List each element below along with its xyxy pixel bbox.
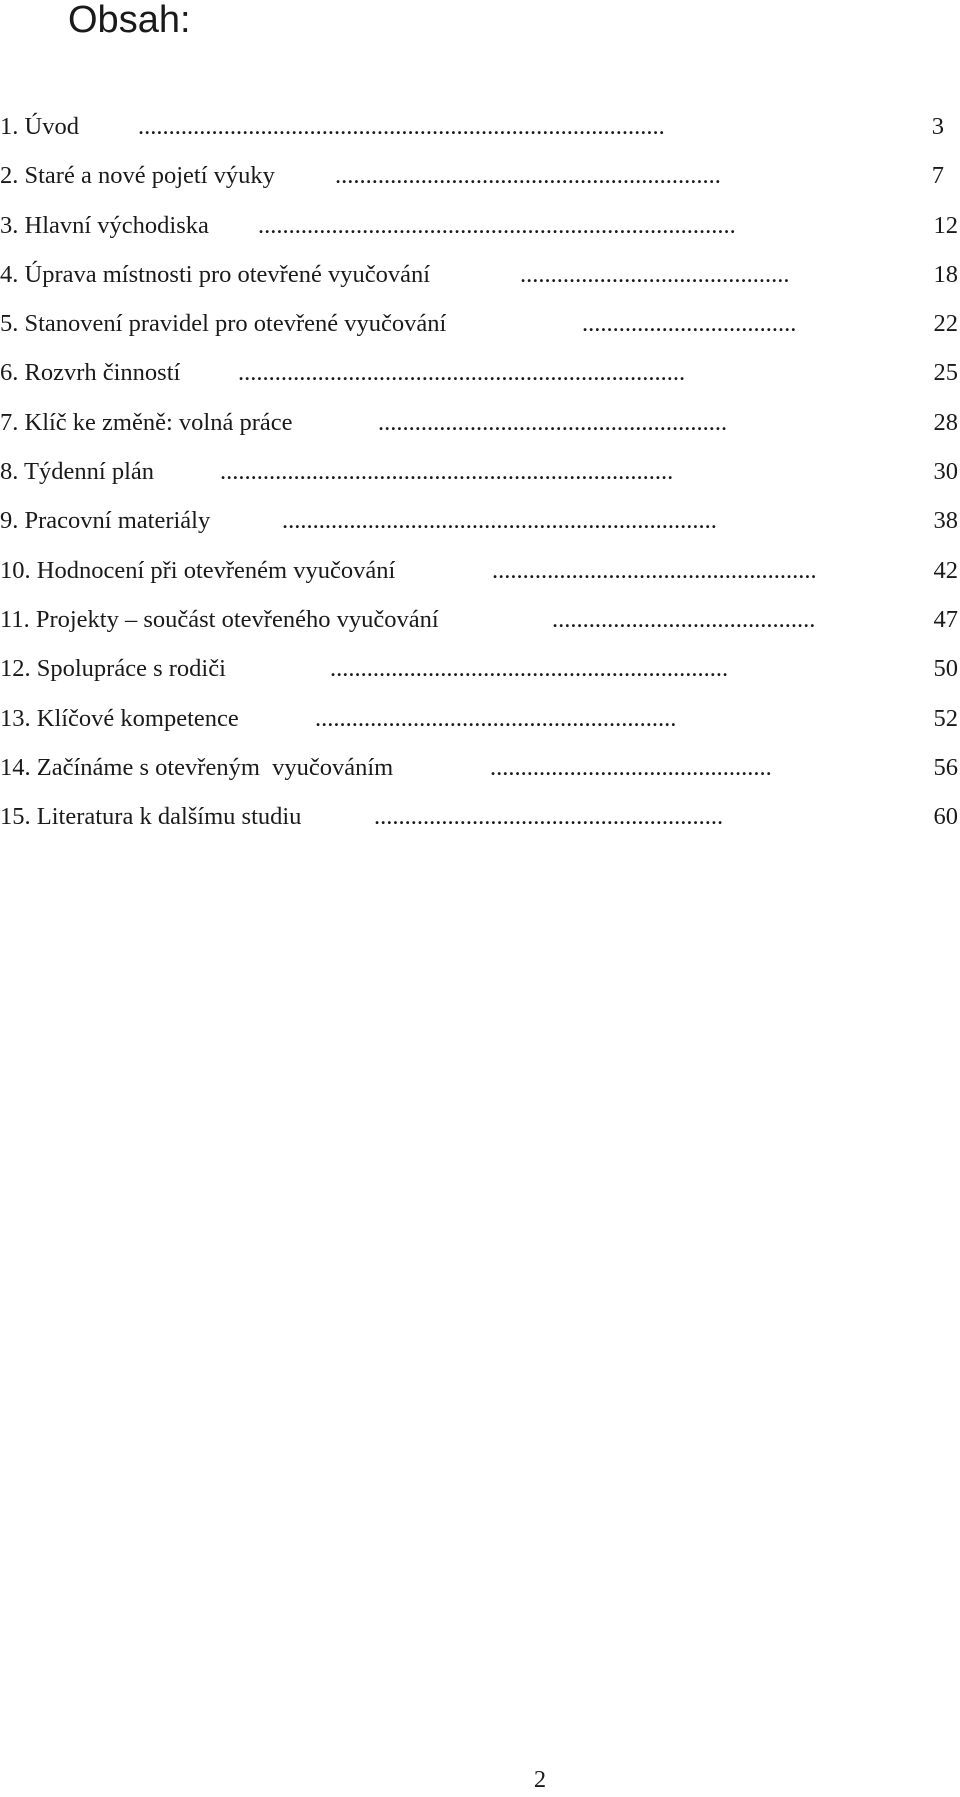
toc-entry-page: 56	[933, 753, 958, 781]
toc-leader-dots: ...............................................................	[335, 162, 721, 190]
toc-entry	[0, 546, 960, 595]
toc-entry-label: 3. Hlavní východiska	[0, 211, 209, 239]
toc-entry	[0, 792, 960, 841]
toc-entry	[0, 595, 960, 644]
toc-entry	[0, 102, 960, 151]
toc-entry-page: 7	[931, 162, 944, 190]
page-title: Obsah:	[68, 0, 191, 41]
toc-entry-label: 13. Klíčové kompetence	[0, 704, 239, 732]
toc-leader-dots: ...................................	[582, 310, 797, 338]
toc-entry	[0, 348, 960, 397]
toc-entry	[0, 496, 960, 545]
toc-entry-page: 30	[933, 458, 958, 486]
toc-entry-page: 50	[933, 655, 958, 683]
toc-entry-label: 11. Projekty – součást otevřeného vyučování	[0, 605, 439, 633]
toc-leader-dots: ...........................................	[552, 605, 816, 633]
toc-leader-dots: ...........................................................	[315, 704, 677, 732]
toc-leader-dots: .....................................................	[492, 556, 817, 584]
toc-entry-label: 5. Stanovení pravidel pro otevřené vyučování	[0, 310, 447, 338]
toc-entry	[0, 250, 960, 299]
toc-entry	[0, 743, 960, 792]
toc-entry-label: 10. Hodnocení při otevřeném vyučování	[0, 556, 396, 584]
toc-entry	[0, 151, 960, 200]
toc-entry-page: 28	[933, 408, 958, 436]
toc-entry-page: 25	[933, 359, 958, 387]
toc-entry-page: 3	[931, 113, 944, 140]
toc-entry-page: 42	[933, 556, 958, 584]
toc-entry	[0, 694, 960, 743]
toc-leader-dots: ............................................	[520, 260, 790, 288]
toc-entry-page: 38	[933, 507, 958, 535]
toc-entry-label: 8. Týdenní plán	[0, 458, 155, 486]
toc-entry	[0, 644, 960, 693]
toc-leader-dots: ..............................................	[490, 753, 772, 781]
toc-leader-dots: .........................................................	[374, 803, 724, 831]
toc-entry	[0, 447, 960, 496]
toc-entry-page: 47	[933, 605, 958, 633]
toc-entry-page: 52	[933, 704, 958, 732]
toc-leader-dots: .................................................................	[330, 655, 729, 683]
toc-entry-page: 18	[933, 260, 958, 288]
toc-entry-label: 2. Staré a nové pojetí výuky	[0, 162, 275, 190]
table-of-contents	[0, 102, 960, 841]
toc-leader-dots: ..............................................................................	[258, 211, 736, 239]
toc-leader-dots: .......................................................................	[282, 507, 717, 535]
toc-entry	[0, 398, 960, 447]
toc-entry-label: 7. Klíč ke změně: volná práce	[0, 408, 293, 436]
page-number: 2	[533, 1766, 547, 1793]
toc-entry-page: 12	[933, 211, 958, 239]
toc-leader-dots: .........................................................	[378, 408, 728, 436]
toc-entry-label: 12. Spolupráce s rodiči	[0, 655, 226, 683]
toc-entry-label: 14. Začínáme s otevřeným vyučováním	[0, 753, 394, 781]
toc-leader-dots: .........................................................................	[238, 359, 686, 387]
toc-entry-label: 1. Úvod	[0, 113, 79, 140]
toc-entry-label: 6. Rozvrh činností	[0, 359, 181, 387]
toc-leader-dots: ......................................................................................	[138, 113, 665, 140]
toc-entry-page: 60	[933, 803, 958, 831]
toc-entry	[0, 201, 960, 250]
toc-leader-dots: ..........................................................................	[220, 458, 674, 486]
toc-entry-page: 22	[933, 310, 958, 338]
toc-entry-label: 4. Úprava místnosti pro otevřené vyučování	[0, 260, 431, 288]
toc-entry	[0, 299, 960, 348]
toc-entry-label: 9. Pracovní materiály	[0, 507, 211, 535]
toc-entry-label: 15. Literatura k dalšímu studiu	[0, 803, 302, 831]
